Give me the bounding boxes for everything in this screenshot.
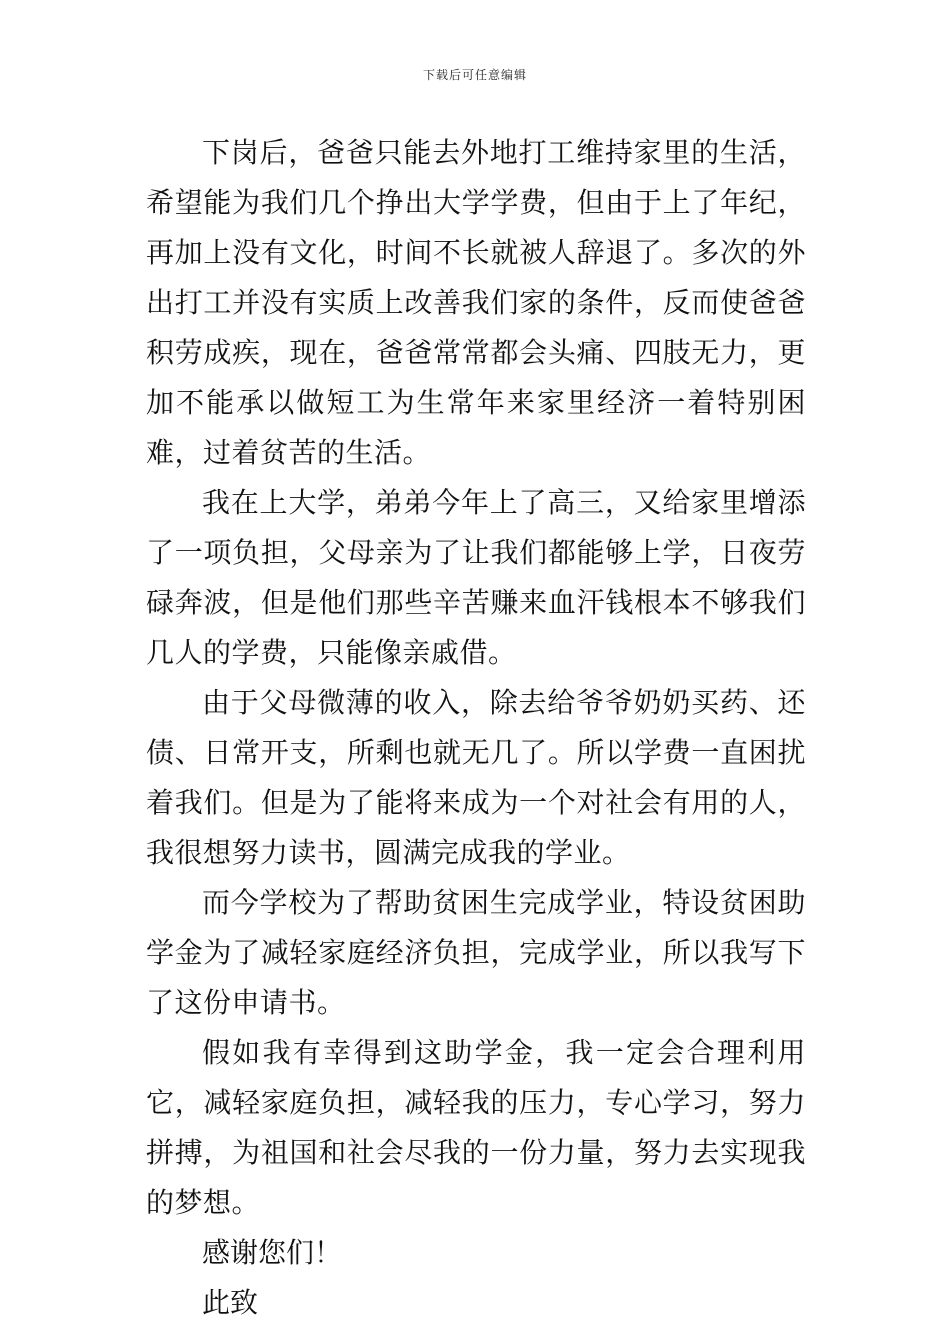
document-body — [146, 128, 806, 1328]
thanks-line: 感谢您们！ — [202, 1236, 343, 1269]
paragraph-commitment: 假如我有幸得到这助学金，我一定会合理利用它，减轻家庭负担，减轻我的压力，专心学习，努力拼搏，为祖国和社会尽我的一份力量，努力去实现我的梦想。 — [146, 1036, 806, 1219]
paragraph-grant-purpose: 而今学校为了帮助贫困生完成学业，特设贫困助学金为了减轻家庭经济负担，完成学业，所以我写下了这份申请书。 — [146, 886, 806, 1019]
paragraph-family-income: 由于父母微薄的收入，除去给爷爷奶奶买药、还债、日常开支，所剩也就无几了。所以学费一直困扰着我们。但是为了能将来成为一个对社会有用的人，我很想努力读书，圆满完成我的学业。 — [146, 686, 806, 869]
paragraph-layoff: 下岗后，爸爸只能去外地打工维持家里的生活，希望能为我们几个挣出大学学费，但由于上了年纪，再加上没有文化，时间不长就被人辞退了。多次的外出打工并没有实质上改善我们家的条件，反而使爸爸积劳成疾，现在，爸爸常常都会头痛、四肢无力，更加不能承以做短工为生常年来家里经济一着特别困难，过着贫苦的生活。 — [146, 136, 806, 469]
salutation-line: 此致 — [202, 1286, 259, 1319]
header-note: 下载后可任意编辑 — [422, 68, 527, 82]
paragraph-tuition-burden: 我在上大学，弟弟今年上了高三，又给家里增添了一项负担，父母亲为了让我们都能够上学，日夜劳碌奔波，但是他们那些辛苦赚来血汗钱根本不够我们几人的学费，只能像亲戚借。 — [146, 486, 806, 669]
